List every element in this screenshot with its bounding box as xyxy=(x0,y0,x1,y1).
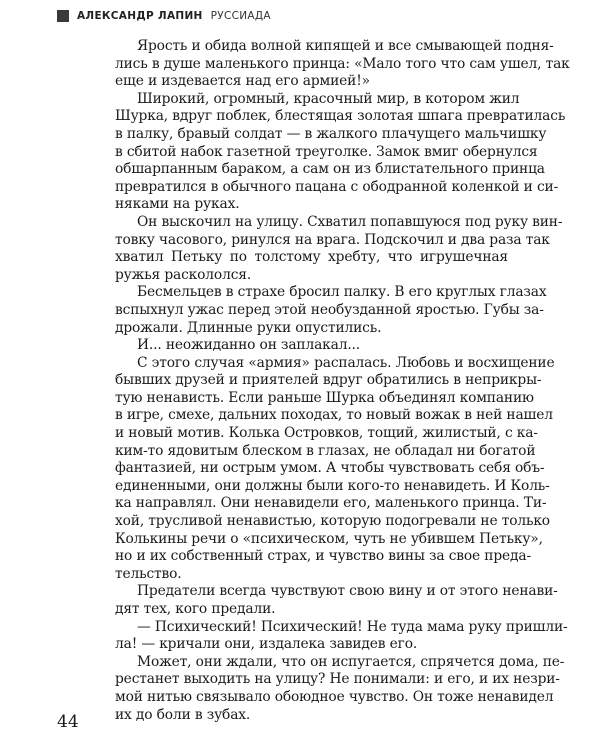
text-line: ка направлял. Они ненавидели его, маленького принца. Ти- xyxy=(115,495,547,512)
text-line: И... неожиданно он заплакал... xyxy=(137,337,361,354)
page-number: 44 xyxy=(57,712,79,732)
header-square-marker xyxy=(57,10,69,22)
text-line: в палку, бравый солдат — в жалкого плачущего мальчишку xyxy=(115,125,547,142)
text-line: Ярость и обида волной кипящей и все смывающей подня- xyxy=(137,38,554,54)
text-line: Предатели всегда чувствуют свою вину и от этого ненави- xyxy=(137,583,558,600)
text-line: дрожали. Длинные руки опустились. xyxy=(115,319,382,336)
text-line: в сбитой набок газетной треуголке. Замок вмиг обернулся xyxy=(115,143,538,160)
text-line: дят тех, кого предали. xyxy=(115,601,276,617)
text-line: тельство. xyxy=(115,565,182,582)
text-line: Колькины речи о «психическом, чуть не убившем Петьку», xyxy=(115,530,543,547)
text-line: хой, трусливой ненавистью, которую подогревали не только xyxy=(115,513,550,530)
text-line: бывших друзей и приятелей вдруг обратились в неприкры- xyxy=(115,372,542,389)
text-line: — Психический! Психический! Не туда мама руку пришли- xyxy=(137,618,568,635)
text-line: мой нитью связывало обоюдное чувство. Он тоже ненавидел xyxy=(115,688,554,705)
text-line: Шурка, вдруг поблек, блестящая золотая шпага превратилась xyxy=(115,108,566,125)
text-line: их до боли в зубах. xyxy=(115,706,251,723)
text-line: лись в душе маленького принца: «Мало того что сам ушел, так xyxy=(115,55,570,72)
text-line: Он выскочил на улицу. Схватил попавшуюся под руку вин- xyxy=(137,213,563,230)
text-line: обшарпанным бараком, а сам он из блистательного принца xyxy=(115,161,545,178)
text-line: единенными, они должны были кого-то ненавидеть. И Коль- xyxy=(115,477,550,494)
text-line: С этого случая «армия» распалась. Любовь и восхищение xyxy=(137,354,555,371)
text-line: няками на руках. xyxy=(115,196,240,213)
text-line: фантазией, ни острым умом. А чтобы чувствовать себя объ- xyxy=(115,460,545,477)
text-line: рестанет выходить на улицу? Не понимали: и его, и их незри- xyxy=(115,671,560,688)
text-line: превратился в обычного пацана с ободранной коленкой и си- xyxy=(115,178,559,195)
text-line: тую ненависть. Если раньше Шурка объединял компанию xyxy=(115,389,534,406)
text-line: Широкий, огромный, красочный мир, в котором жил xyxy=(137,90,520,107)
text-line: ла! — кричали они, издалека завидев его. xyxy=(115,636,418,653)
text-line: хватил Петьку по толстому хребту, что игрушечная xyxy=(115,249,508,266)
page-body-text xyxy=(115,38,570,724)
header-book-title: РУССИАДА xyxy=(210,10,271,22)
text-line: вспыхнул ужас перед этой необузданной яростью. Губы за- xyxy=(115,301,544,318)
text-line: еще и издевается над его армией!» xyxy=(115,73,370,90)
text-line: в игре, смехе, дальних походах, то новый вожак в ней нашел xyxy=(115,407,553,424)
text-line: и новый мотив. Колька Островков, тощий, жилистый, с ка- xyxy=(115,425,538,442)
text-line: Может, они ждали, что он испугается, спрячется дома, пе- xyxy=(137,653,565,670)
text-line: ким-то ядовитым блеском в глазах, не обладал ни богатой xyxy=(115,442,536,459)
text-line: Бесмельцев в страхе бросил палку. В его круглых глазах xyxy=(137,284,547,301)
header-author: АЛЕКСАНДР ЛАПИН xyxy=(77,10,203,22)
running-header xyxy=(57,10,271,22)
text-line: но и их собственный страх, и чувство вины за свое преда- xyxy=(115,548,531,565)
text-line: товку часового, ринулся на врага. Подскочил и два раза так xyxy=(115,231,550,248)
text-line: ружья раскололся. xyxy=(115,266,252,283)
